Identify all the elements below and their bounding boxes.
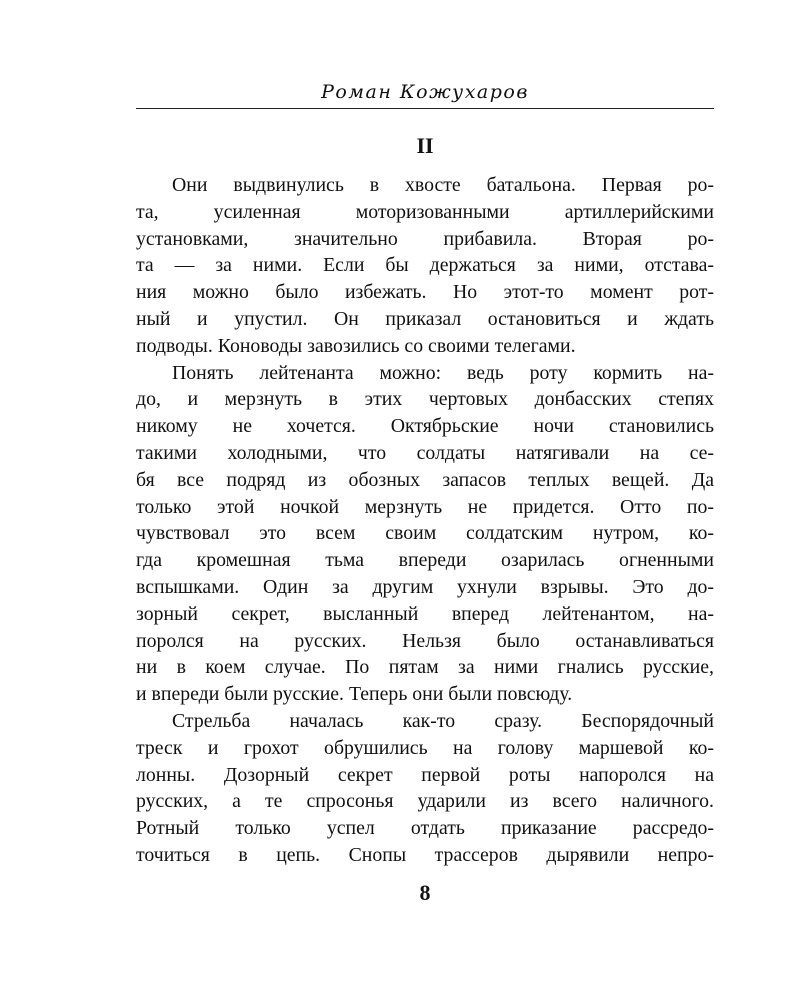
text-line: поролся на русских. Нельзя было останавливаться (136, 629, 714, 652)
text-line: ный и упустил. Он приказал остановиться и ждать (136, 307, 714, 330)
chapter-number: II (416, 133, 434, 158)
text-line: вспышками. Один за другим ухнули взрывы. Это до- (136, 575, 714, 598)
running-head-title: Роман Кожухаров (321, 81, 529, 103)
text-line: до, и мерзнуть в этих чертовых донбасских степях (136, 388, 714, 411)
page-number: 8 (419, 880, 431, 905)
text-line: чувствовал это всем своим солдатским нутром, ко- (136, 522, 714, 545)
text-line: точиться в цепь. Снопы трассеров дырявили непро- (136, 843, 714, 866)
text-line: установками, значительно прибавила. Вторая ро- (136, 227, 714, 250)
text-line: гда кромешная тьма впереди озарилась огненными (136, 549, 714, 572)
text-line: треск и грохот обрушились на голову маршевой ко- (136, 736, 714, 759)
text-line: лонны. Дозорный секрет первой роты напоролся на (136, 763, 714, 786)
body-text (136, 172, 714, 869)
text-line: Стрельба началась как-то сразу. Беспорядочный (172, 709, 714, 732)
text-line: та — за ними. Если бы держаться за ними, отстава- (136, 254, 714, 277)
header-rule (136, 108, 714, 109)
text-line: никому не хочется. Октябрьские ночи становились (136, 415, 714, 438)
text-line: бя все подряд из обозных запасов теплых вещей. Да (136, 468, 714, 491)
text-line: русских, а те спросонья ударили из всего наличного. (136, 790, 714, 813)
text-line: Они выдвинулись в хвосте батальона. Первая ро- (172, 174, 714, 196)
text-line: ния можно было избежать. Но этот-то момент рот- (136, 281, 714, 304)
text-line: Ротный только успел отдать приказание рассредо- (136, 817, 714, 840)
text-line: ни в коем случае. По пятам за ними гнались русские, (136, 656, 714, 679)
text-line: та, усиленная моторизованными артиллерийскими (136, 200, 714, 223)
text-line: подводы. Коноводы завозились со своими телегами. (136, 334, 576, 357)
text-line: только этой ночкой мерзнуть не придется. Отто по- (136, 495, 714, 518)
text-line: и впереди были русские. Теперь они были повсюду. (136, 683, 573, 706)
text-line: Понять лейтенанта можно: ведь роту кормить на- (172, 361, 714, 384)
text-line: зорный секрет, высланный вперед лейтенантом, на- (136, 602, 714, 625)
text-line: такими холодными, что солдаты натягивали на се- (136, 441, 714, 464)
